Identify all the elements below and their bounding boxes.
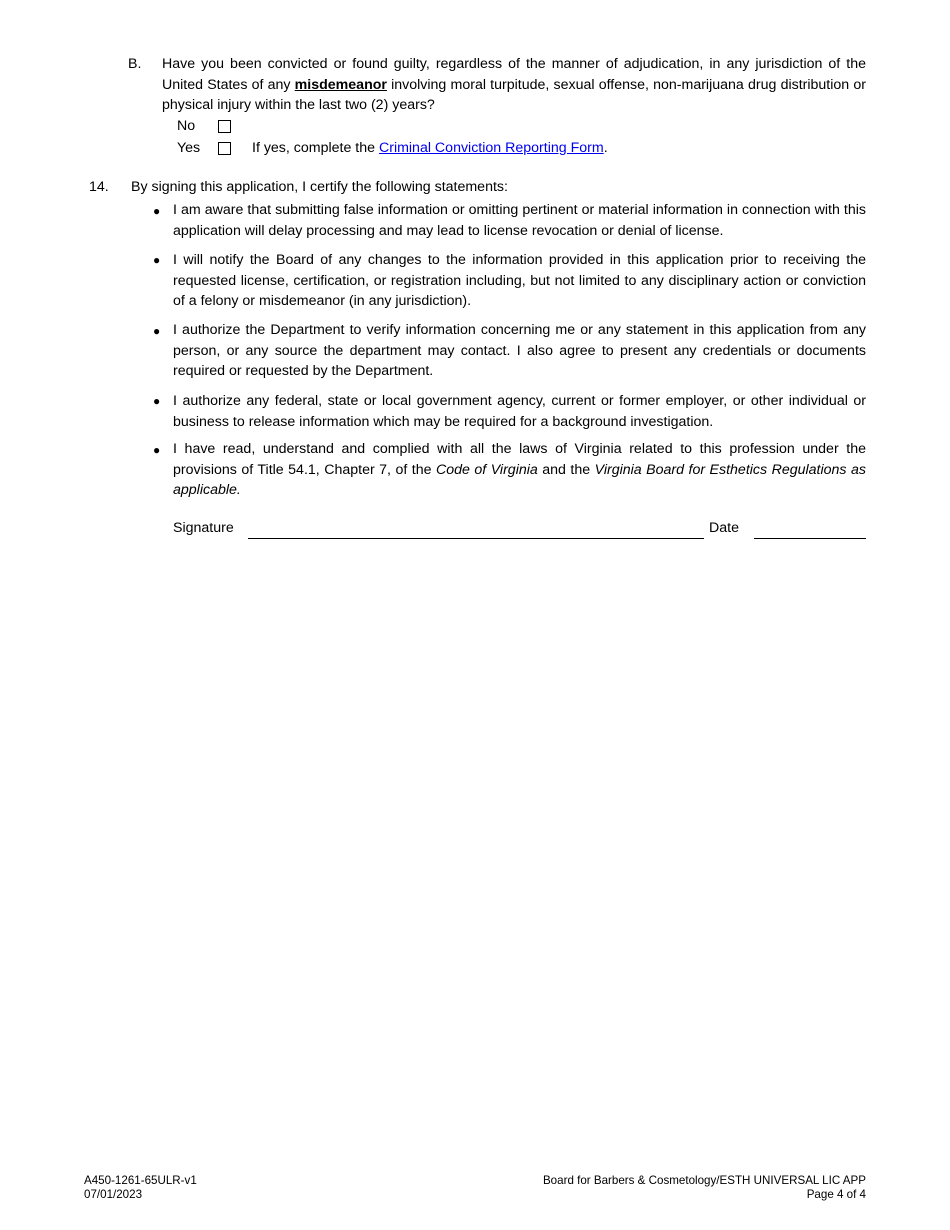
question-b-text [162, 54, 866, 116]
bullet-2-icon: ● [153, 253, 161, 267]
form-code: A450-1261-65ULR-v1 [84, 1174, 197, 1187]
yes-instruction [252, 138, 608, 159]
statement-2: I will notify the Board of any changes to the information provided in this application prior to receiving the requested license, certification, or registration including, but not limited to any disciplinary action or conviction of a felony or misdemeanor (in any jurisdiction). [173, 252, 866, 310]
page-number: Page 4 of 4 [806, 1188, 866, 1201]
footer-left [84, 1174, 197, 1202]
question-b-text-after: involving moral turpitude, sexual offense, non-marijuana drug distribution or physical injury within the last two (2) years? [162, 76, 866, 114]
signature-field[interactable] [248, 538, 704, 539]
statement-4: I authorize any federal, state or local government agency, current or former employer, or other individual or business to release information which may be required for a background investigation. [173, 393, 866, 430]
date-field[interactable] [754, 538, 866, 539]
yes-instruction-text: If yes, complete the [252, 140, 379, 156]
question-b-label: B. [128, 56, 142, 72]
item-14-number: 14. [89, 179, 109, 195]
statement-5-text: I have read, understand and complied with all the laws of Virginia related to this profession under the provisions of Title 54.1, Chapter 7, of the [173, 441, 866, 478]
no-checkbox[interactable] [218, 120, 231, 133]
esthetics-regulations: Virginia Board for Esthetics Regulations as applicable. [173, 461, 866, 499]
signature-label: Signature [173, 520, 234, 536]
code-of-virginia: Code of Virginia [436, 461, 538, 478]
bullet-3-icon: ● [153, 324, 161, 338]
criminal-conviction-form-link[interactable]: Criminal Conviction Reporting Form [378, 140, 604, 156]
statement-5 [173, 439, 866, 501]
yes-instruction-suffix: . [603, 140, 608, 156]
question-b-text-before: Have you been convicted or found guilty, regardless of the manner of adjudication, in any jurisdiction of the United States of any [162, 56, 866, 93]
item-14-intro: By signing this application, I certify the following statements: [131, 179, 508, 195]
no-option-label: No [177, 118, 196, 134]
statement-5-and: and the [537, 461, 595, 478]
statement-3: I authorize the Department to verify information concerning me or any statement in this application from any person, or any source the department may contact. I also agree to present any credentials or documents required or requested by the Department. [173, 322, 866, 380]
board-title: Board for Barbers & Cosmetology/ESTH UNIVERSAL LIC APP [542, 1174, 866, 1187]
form-date: 07/01/2023 [84, 1188, 143, 1201]
bullet-5-icon: ● [153, 443, 161, 457]
footer-right [543, 1174, 866, 1202]
yes-option-label: Yes [177, 140, 201, 156]
bullet-1-icon: ● [153, 204, 161, 218]
statement-1: I am aware that submitting false information or omitting pertinent or material information in connection with this application will delay processing and may lead to license revocation or denial of license. [173, 202, 866, 239]
date-label: Date [709, 520, 739, 536]
bullet-4-icon: ● [153, 394, 161, 408]
yes-checkbox[interactable] [218, 142, 231, 155]
misdemeanor-emphasis: misdemeanor [294, 76, 387, 93]
